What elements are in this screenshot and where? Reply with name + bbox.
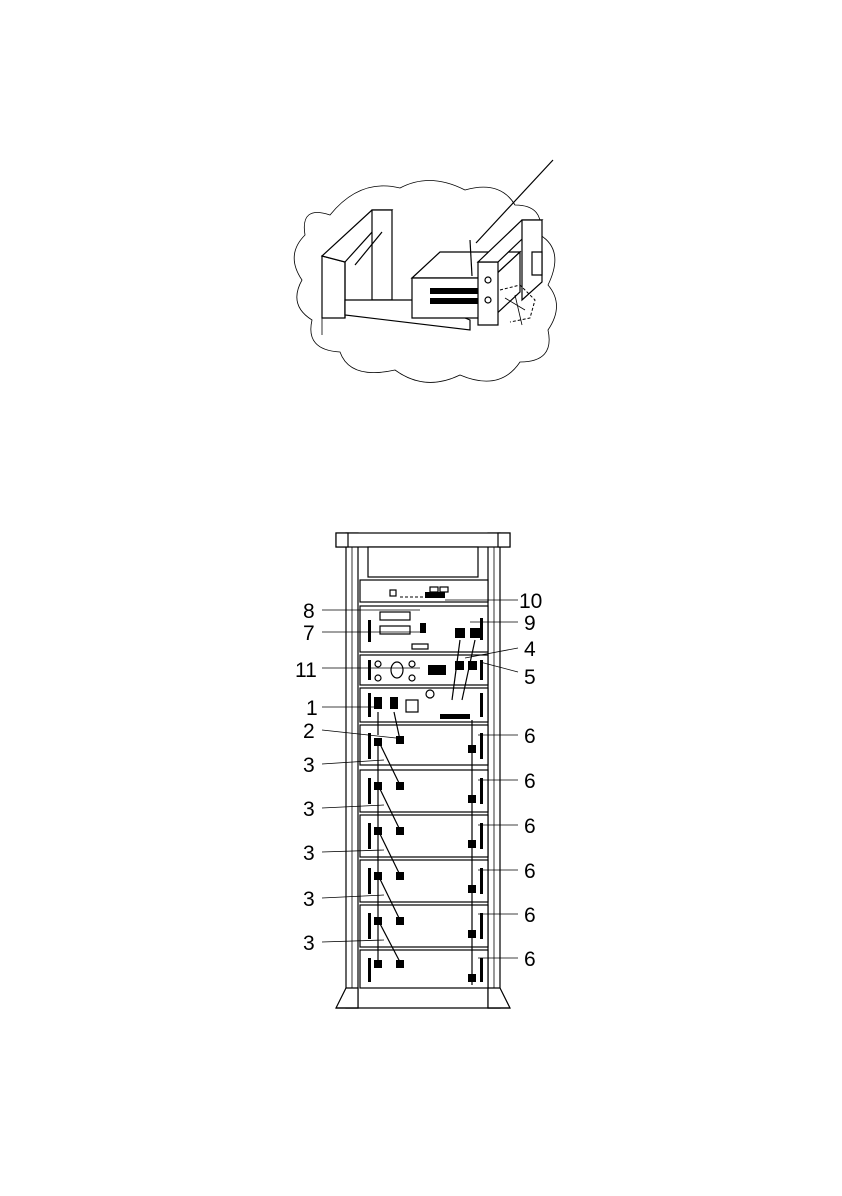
callout-1: 1: [306, 697, 318, 720]
callout-3: 3: [303, 842, 315, 865]
callout-7: 7: [303, 622, 315, 645]
callout-6: 6: [524, 904, 536, 927]
callout-6: 6: [524, 725, 536, 748]
rack-top-panel: [360, 580, 488, 602]
rack-top-crossbar: [336, 533, 510, 547]
battery-module-4: [360, 860, 488, 902]
callout-2: 2: [303, 720, 315, 743]
callout-8: 8: [303, 600, 315, 623]
callout-6: 6: [524, 815, 536, 838]
callout-6: 6: [524, 948, 536, 971]
callout-5: 5: [524, 666, 536, 689]
battery-module-3: [360, 815, 488, 857]
callout-3: 3: [303, 798, 315, 821]
callout-10: 10: [519, 590, 543, 613]
callout-11: 11: [295, 659, 317, 682]
callout-6: 6: [524, 770, 536, 793]
callout-9: 9: [524, 612, 536, 635]
battery-module-5: [360, 905, 488, 947]
rack-base: [336, 988, 358, 1008]
battery-module-2: [360, 770, 488, 812]
rack-view: [295, 533, 542, 1008]
callout-3: 3: [303, 754, 315, 777]
battery-module-6: [360, 950, 488, 988]
callout-3: 3: [303, 932, 315, 955]
callout-4: 4: [524, 638, 536, 661]
detail-view: [294, 160, 556, 382]
callout-6: 6: [524, 860, 536, 883]
callout-3: 3: [303, 888, 315, 911]
